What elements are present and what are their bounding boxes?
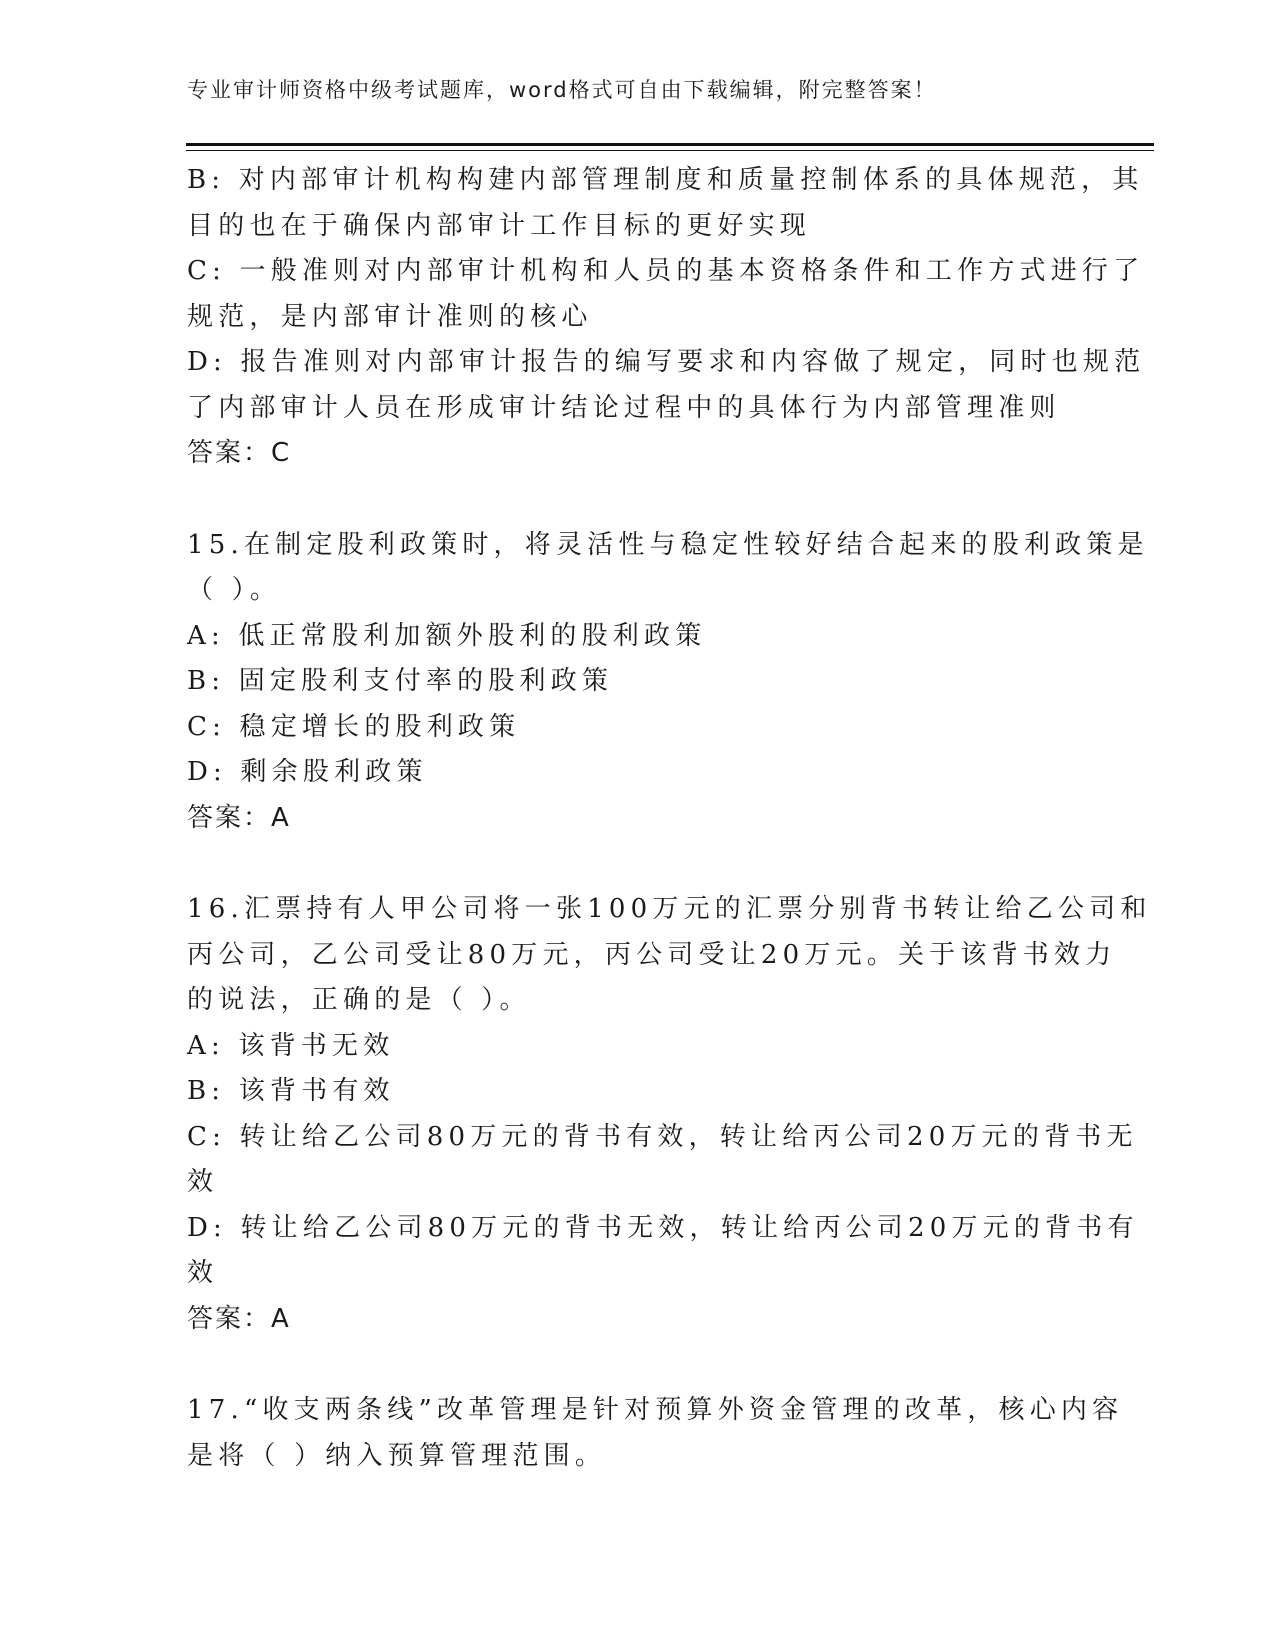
document-body xyxy=(187,158,1152,1479)
spacer xyxy=(187,841,1087,887)
prev-question-block xyxy=(187,158,1146,477)
option-line: D: 报告准则对内部审计报告的编写要求和内容做了规定，同时也规范 xyxy=(187,347,1146,377)
question-stem: 的说法，正确的是（ ）。 xyxy=(187,985,531,1015)
option-line: 目的也在于确保内部审计工作目标的更好实现 xyxy=(187,210,812,241)
option-d: D: 剩余股利政策 xyxy=(187,757,428,787)
question-stem: （ ）。 xyxy=(187,575,282,605)
answer-line: 答案：C xyxy=(187,438,292,468)
question-stem: 丙公司，乙公司受让80万元，丙公司受让20万元。关于该背书效力 xyxy=(187,939,1117,970)
answer-line: 答案：A xyxy=(187,1303,291,1334)
header-rule-thick xyxy=(186,143,1154,146)
question-17 xyxy=(187,1388,1124,1479)
question-stem: 17.“收支两条线”改革管理是针对预算外资金管理的改革，核心内容 xyxy=(187,1395,1124,1425)
option-line: 规范，是内部审计准则的核心 xyxy=(187,301,593,332)
question-15 xyxy=(187,523,1149,842)
option-b: B: 固定股利支付率的股利政策 xyxy=(187,666,614,696)
question-stem: 16.汇票持有人甲公司将一张100万元的汇票分别背书转让给乙公司和 xyxy=(187,894,1152,924)
spacer xyxy=(187,477,1087,523)
option-d-continued: 效 xyxy=(187,1258,219,1288)
option-b: B: 该背书有效 xyxy=(187,1076,395,1106)
option-a: A: 低正常股利加额外股利的股利政策 xyxy=(187,620,707,651)
answer-line: 答案：A xyxy=(187,802,291,833)
header-rule-thin xyxy=(186,150,1154,151)
option-c: C: 稳定增长的股利政策 xyxy=(187,711,521,742)
question-16 xyxy=(187,887,1152,1342)
page-header: 专业审计师资格中级考试题库，word格式可自由下载编辑，附完整答案！ xyxy=(187,78,937,102)
option-line: 了内部审计人员在形成审计结论过程中的具体行为内部管理准则 xyxy=(187,392,1061,423)
question-stem: 是将（ ）纳入预算管理范围。 xyxy=(187,1440,607,1471)
option-line: C: 一般准则对内部审计机构和人员的基本资格条件和工作方式进行了 xyxy=(187,256,1145,286)
option-a: A: 该背书无效 xyxy=(187,1030,395,1061)
option-c: C: 转让给乙公司80万元的背书有效，转让给丙公司20万元的背书无 xyxy=(187,1121,1138,1152)
question-stem: 15.在制定股利政策时，将灵活性与稳定性较好结合起来的股利政策是 xyxy=(187,529,1149,560)
option-c-continued: 效 xyxy=(187,1167,219,1197)
option-d: D: 转让给乙公司80万元的背书无效，转让给丙公司20万元的背书有 xyxy=(187,1212,1139,1243)
spacer xyxy=(187,1342,1087,1388)
option-line: B: 对内部审计机构构建内部管理制度和质量控制体系的具体规范，其 xyxy=(187,165,1144,195)
